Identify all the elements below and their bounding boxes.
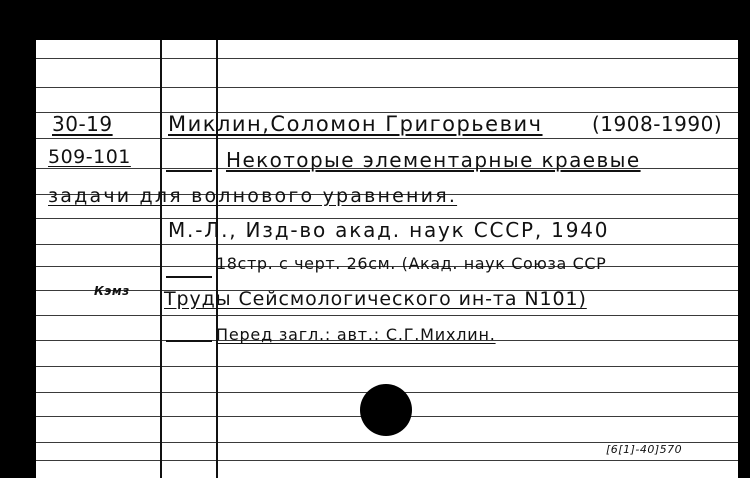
title-line-1: Некоторые элементарные краевые (226, 148, 641, 172)
imprint-line: М.-Л., Изд-во акад. наук СССР, 1940 (168, 218, 610, 242)
margin-line-left (160, 40, 162, 478)
ruled-line (36, 244, 738, 245)
note-line: Перед загл.: авт.: С.Г.Михлин. (216, 325, 496, 344)
margin-note: Кэмз (94, 284, 130, 298)
series-line: Труды Сейсмологического ин-та N101) (164, 288, 587, 310)
call-number-secondary: 509-101 (48, 146, 131, 168)
indent-dash (166, 170, 212, 172)
call-number-primary: 30-19 (52, 112, 113, 136)
author-heading: Миклин,Соломон Григорьевич (168, 112, 543, 136)
author-dates: (1908-1990) (592, 112, 723, 136)
ruled-line (36, 460, 738, 461)
punch-hole (360, 384, 412, 436)
ruled-line (36, 315, 738, 316)
title-line-2: задачи для волнового уравнения. (48, 185, 458, 207)
collation-line: 18стр. с черт. 26см. (Акад. наук Союза ССР (216, 254, 607, 273)
ruled-line (36, 58, 738, 59)
indent-dash (166, 340, 212, 342)
indent-dash (166, 276, 212, 278)
card-stamp: [6[1]-40]570 (606, 443, 683, 456)
ruled-line (36, 87, 738, 88)
catalog-card (36, 40, 738, 478)
ruled-line (36, 366, 738, 367)
ruled-line (36, 138, 738, 139)
